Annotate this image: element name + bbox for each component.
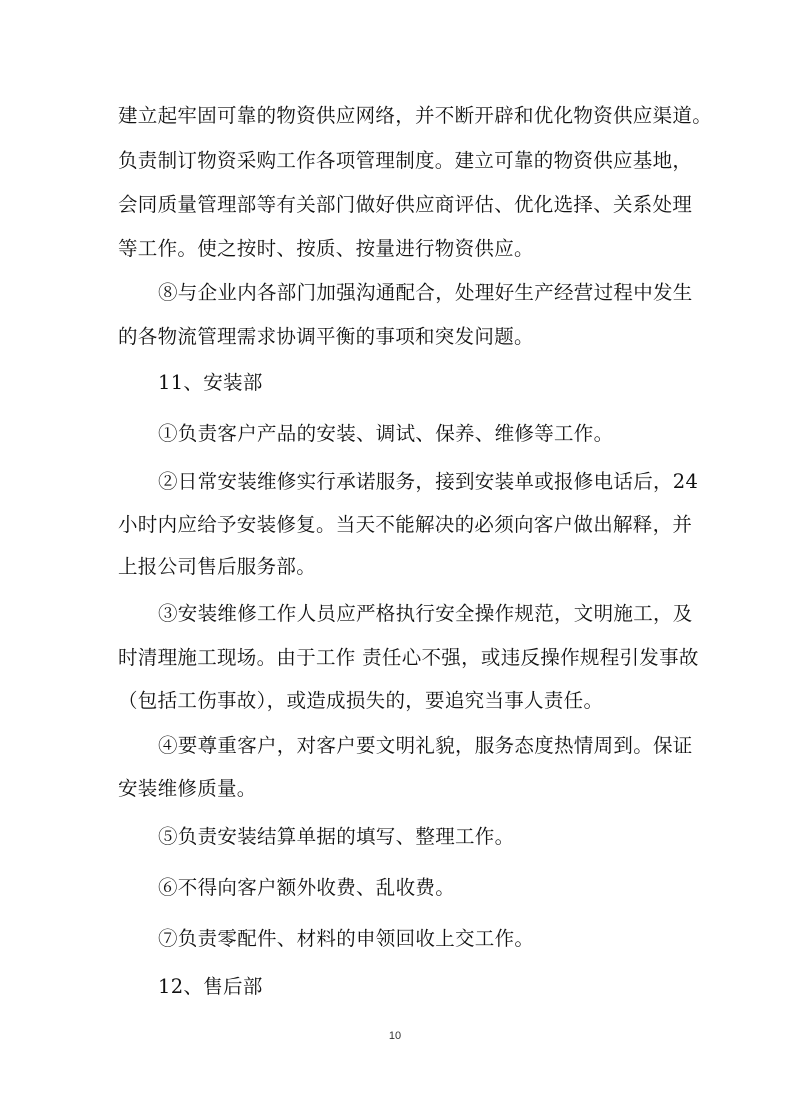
text-line: ②日常安装维修实行承诺服务，接到安装单或报修电话后，24	[158, 470, 699, 493]
text-line: 的各物流管理需求协调平衡的事项和突发问题。	[118, 325, 534, 348]
text-line: 上报公司售后服务部。	[118, 555, 317, 578]
section-heading: 12、售后部	[158, 975, 263, 998]
text-line: 负责制订物资采购工作各项管理制度。建立可靠的物资供应基地，	[118, 149, 693, 172]
text-line: 等工作。使之按时、按质、按量进行物资供应。	[118, 237, 534, 260]
text-line: 会同质量管理部等有关部门做好供应商评估、优化选择、关系处理	[118, 193, 693, 216]
page-number: 10	[388, 1030, 402, 1042]
text-line: ①负责客户产品的安装、调试、保养、维修等工作。	[158, 422, 614, 445]
text-line: ⑦负责零配件、材料的申领回收上交工作。	[158, 927, 535, 950]
text-line: （包括工伤事故），或造成损失的，要追究当事人责任。	[118, 689, 604, 712]
text-line: 小时内应给予安装修复。当天不能解决的必须向客户做出解释，并	[118, 513, 693, 536]
text-line: ⑤负责安装结算单据的填写、整理工作。	[158, 825, 515, 848]
text-line: 建立起牢固可靠的物资供应网络，并不断开辟和优化物资供应渠道。	[118, 104, 713, 127]
text-line: ④要尊重客户，对客户要文明礼貌，服务态度热情周到。保证	[158, 734, 693, 757]
text-line: ⑧与企业内各部门加强沟通配合，处理好生产经营过程中发生	[158, 281, 693, 304]
text-line: 安装维修质量。	[118, 777, 257, 800]
section-heading: 11、安装部	[158, 371, 263, 394]
text-line: 时清理施工现场。由于工作 责任心不强，或违反操作规程引发事故	[118, 646, 699, 669]
text-line: ⑥不得向客户额外收费、乱收费。	[158, 876, 456, 899]
text-line: ③安装维修工作人员应严格执行安全操作规范，文明施工，及	[158, 602, 693, 625]
